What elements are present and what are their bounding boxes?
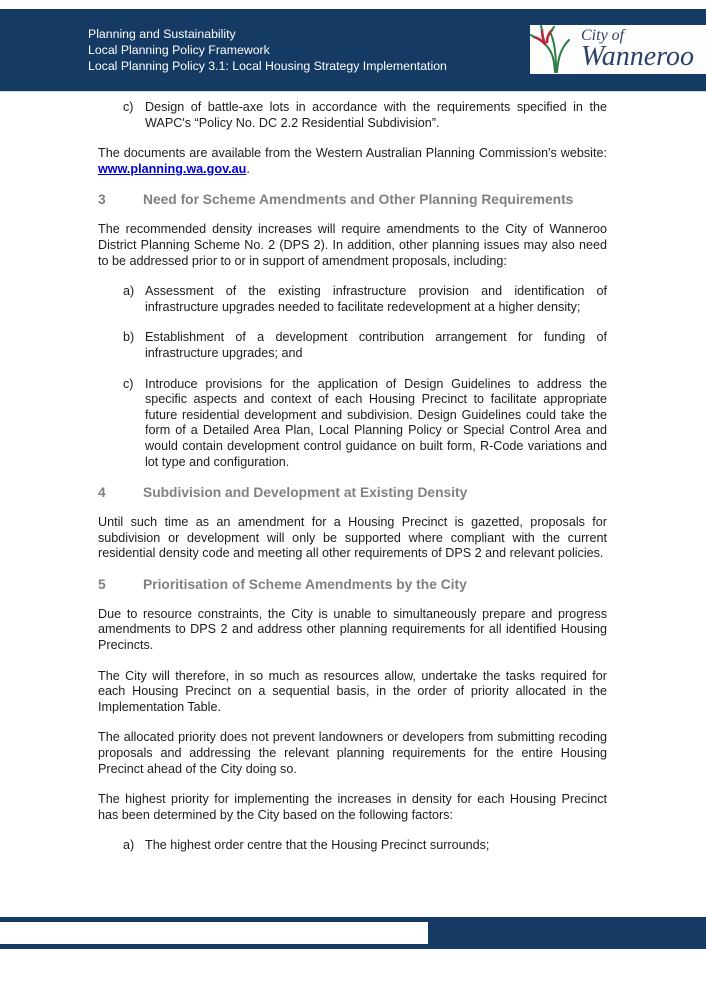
section-3-heading <box>98 192 607 208</box>
list-item-design-guidelines <box>98 377 607 471</box>
section-title: Subdivision and Development at Existing Density <box>143 485 468 501</box>
list-item-letter: c) <box>123 100 134 114</box>
section-4-heading <box>98 485 607 501</box>
list-item-text: Assessment of the existing infrastructure provision and identification of infrastructure upgrades needed to facilitate redevelopment at a higher density; <box>145 284 607 314</box>
documents-paragraph-text: The documents are available from the Western Australian Planning Commission's website: <box>98 146 607 161</box>
documents-paragraph-period: . <box>246 161 250 176</box>
logo-text-block <box>581 25 694 70</box>
header-line-policy-title: Local Planning Policy 3.1: Local Housing Strategy Implementation <box>88 59 447 73</box>
list-item-letter: a) <box>123 284 135 299</box>
header-line-framework: Local Planning Policy Framework <box>88 43 270 57</box>
list-item-infrastructure <box>98 284 607 315</box>
footer-band <box>0 917 706 949</box>
list-item-highest-order-centre <box>98 838 607 854</box>
section-5-paragraph-2: The City will therefore, in so much as resources allow, undertake the tasks required for each Housing Precinct on a sequential basis, in the order of priority allocated in the Implementation Table. <box>98 668 607 714</box>
section-number: 5 <box>98 576 106 592</box>
header-band <box>0 9 706 92</box>
list-item-battle-axe <box>98 100 607 131</box>
list-item-text: The highest order centre that the Housing Precinct surrounds; <box>145 838 490 853</box>
section-5-paragraph-4: The highest priority for implementing the increases in density for each Housing Precinct has been determined by the City based on the following factors: <box>98 792 607 822</box>
section-title: Need for Scheme Amendments and Other Planning Requirements <box>143 192 574 208</box>
kangaroo-paw-icon <box>530 25 578 74</box>
list-item-letter: a) <box>123 838 135 853</box>
footer-left-box <box>0 922 428 944</box>
section-3-paragraph: The recommended density increases will require amendments to the City of Wanneroo District Planning Scheme No. 2 (DPS 2). In addition, other planning issues may also need to be addressed prior to or in support of amendment proposals, including: <box>98 222 607 268</box>
planning-website-link[interactable]: www.planning.wa.gov.au <box>98 161 247 176</box>
list-item-text: Establishment of a development contribution arrangement for funding of infrastructure upgrades; and <box>145 330 607 360</box>
section-title: Prioritisation of Scheme Amendments by the City <box>143 576 467 592</box>
city-of-wanneroo-logo <box>530 25 706 74</box>
section-4-paragraph: Until such time as an amendment for a Housing Precinct is gazetted, proposals for subdivision or development will only be supported where compliant with the current residential density code and meeting all other requirements of DPS 2 and relevant policies. <box>98 515 607 561</box>
section-5-paragraph-3: The allocated priority does not prevent landowners or developers from submitting recoding proposals and addressing the relevant planning requirements for the entire Housing Precinct ahead of the City doing so. <box>98 730 607 776</box>
list-item-text: Introduce provisions for the application of Design Guidelines to address the specific aspects and context of each Housing Precinct to facilitate appropriate future residential development and subdivision. Design Guidelines could take the form of a Detailed Area Plan, Local Planning Policy or Special Control Area and would contain development control guidance on built form, R-Code variations and lot type and configuration. <box>145 376 607 469</box>
section-number: 4 <box>98 485 106 501</box>
list-item-letter: c) <box>123 376 134 391</box>
header-line-department: Planning and Sustainability <box>88 27 236 41</box>
header-text-block <box>88 26 447 74</box>
section-5-paragraph-1: Due to resource constraints, the City is unable to simultaneously prepare and progress amendments to DPS 2 and address other planning requirements for all identified Housing Precincts. <box>98 606 607 653</box>
logo-wanneroo: Wanneroo <box>581 41 695 72</box>
list-item-text: Design of battle-axe lots in accordance with the requirements specified in the WAPC's “Policy No. DC 2.2 Residential Subdivision”. <box>145 100 607 130</box>
section-number: 3 <box>98 192 106 208</box>
logo-city-of: City of <box>581 27 625 44</box>
section-5-heading <box>98 577 607 593</box>
list-item-letter: b) <box>123 330 135 345</box>
documents-paragraph <box>98 146 607 177</box>
document-body <box>98 100 607 869</box>
list-item-contribution <box>98 330 607 361</box>
